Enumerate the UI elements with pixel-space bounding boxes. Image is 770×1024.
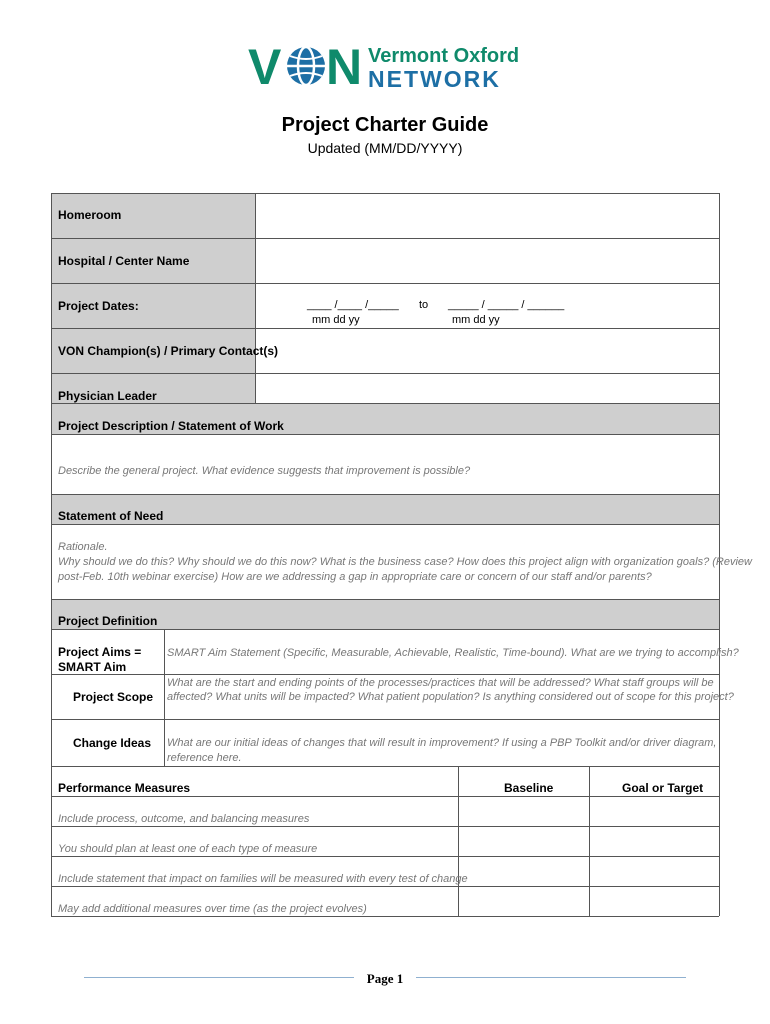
von-logo-graphic xyxy=(248,38,528,98)
homeroom-field[interactable] xyxy=(256,194,718,237)
need-hint-1[interactable]: Why should we do this? Why should we do this now? What is the business case? How does this project align with organization goals? (Review xyxy=(58,556,752,568)
description-header: Project Description / Statement of Work xyxy=(58,419,284,433)
definition-header: Project Definition xyxy=(58,614,158,628)
measure-item[interactable]: You should plan at least one of each type of measure xyxy=(58,843,318,855)
scope-hint-2[interactable]: affected? What units will be impacted? What patient population? Is anything considered out of scope for this project? xyxy=(167,691,734,703)
change-hint-1[interactable]: What are our initial ideas of changes that will result in improvement? If using a PBP Toolkit and/or driver diagram, xyxy=(167,737,717,749)
page-subtitle: Updated (MM/DD/YYYY) xyxy=(307,140,463,156)
measure-item[interactable]: Include statement that impact on families will be measured with every test of change xyxy=(58,873,468,885)
need-rationale: Rationale. xyxy=(58,541,108,553)
label-column-bg xyxy=(51,193,255,403)
need-header: Statement of Need xyxy=(58,509,164,523)
end-date-hint: mm dd yy xyxy=(452,314,500,326)
logo-line-1: Vermont Oxford xyxy=(368,45,520,67)
physician-label: Physician Leader xyxy=(58,389,157,403)
description-hint[interactable]: Describe the general project. What evidence suggests that improvement is possible? xyxy=(58,465,471,477)
hospital-field[interactable] xyxy=(256,239,718,282)
need-hint-2[interactable]: post-Feb. 10th webinar exercise) How are we addressing a gap in appropriate care or concern of our staff and/or parents? xyxy=(58,571,652,583)
physician-field[interactable] xyxy=(256,374,718,402)
scope-hint-1[interactable]: What are the start and ending points of the processes/practices that will be addressed? What staff groups will be xyxy=(167,677,714,689)
logo-n-mark: N xyxy=(326,39,363,95)
page-number: Page 1 xyxy=(366,971,404,986)
start-date-hint: mm dd yy xyxy=(312,314,360,326)
project-dates-label: Project Dates: xyxy=(58,299,139,313)
champion-field[interactable] xyxy=(256,329,718,372)
homeroom-label: Homeroom xyxy=(58,208,122,222)
end-date-field[interactable]: _____ / _____ / ______ xyxy=(448,299,565,311)
logo-v-mark: V xyxy=(248,39,279,95)
start-date-field[interactable]: ____ /____ /_____ xyxy=(307,299,399,311)
page-title: Project Charter Guide xyxy=(281,114,489,136)
measure-item[interactable]: Include process, outcome, and balancing measures xyxy=(58,813,310,825)
aims-label-2: SMART Aim xyxy=(58,660,127,674)
globe-icon xyxy=(287,47,325,85)
scope-label: Project Scope xyxy=(73,690,154,704)
goal-header: Goal or Target xyxy=(622,781,704,795)
champion-label: VON Champion(s) / Primary Contact(s) xyxy=(58,344,279,358)
logo-line-2: NETWORK xyxy=(368,66,501,92)
measure-item[interactable]: May add additional measures over time (as the project evolves) xyxy=(58,903,367,915)
aims-label-1: Project Aims = xyxy=(58,645,142,659)
baseline-header: Baseline xyxy=(504,781,554,795)
change-hint-2[interactable]: reference here. xyxy=(167,752,242,764)
date-to-label: to xyxy=(419,299,429,311)
measures-header: Performance Measures xyxy=(58,781,191,795)
aims-hint[interactable]: SMART Aim Statement (Specific, Measurable, Achievable, Realistic, Time-bound). What are we trying to accomplish? xyxy=(167,647,739,659)
hospital-label: Hospital / Center Name xyxy=(58,254,190,268)
change-ideas-label: Change Ideas xyxy=(73,736,152,750)
von-logo xyxy=(248,38,528,98)
